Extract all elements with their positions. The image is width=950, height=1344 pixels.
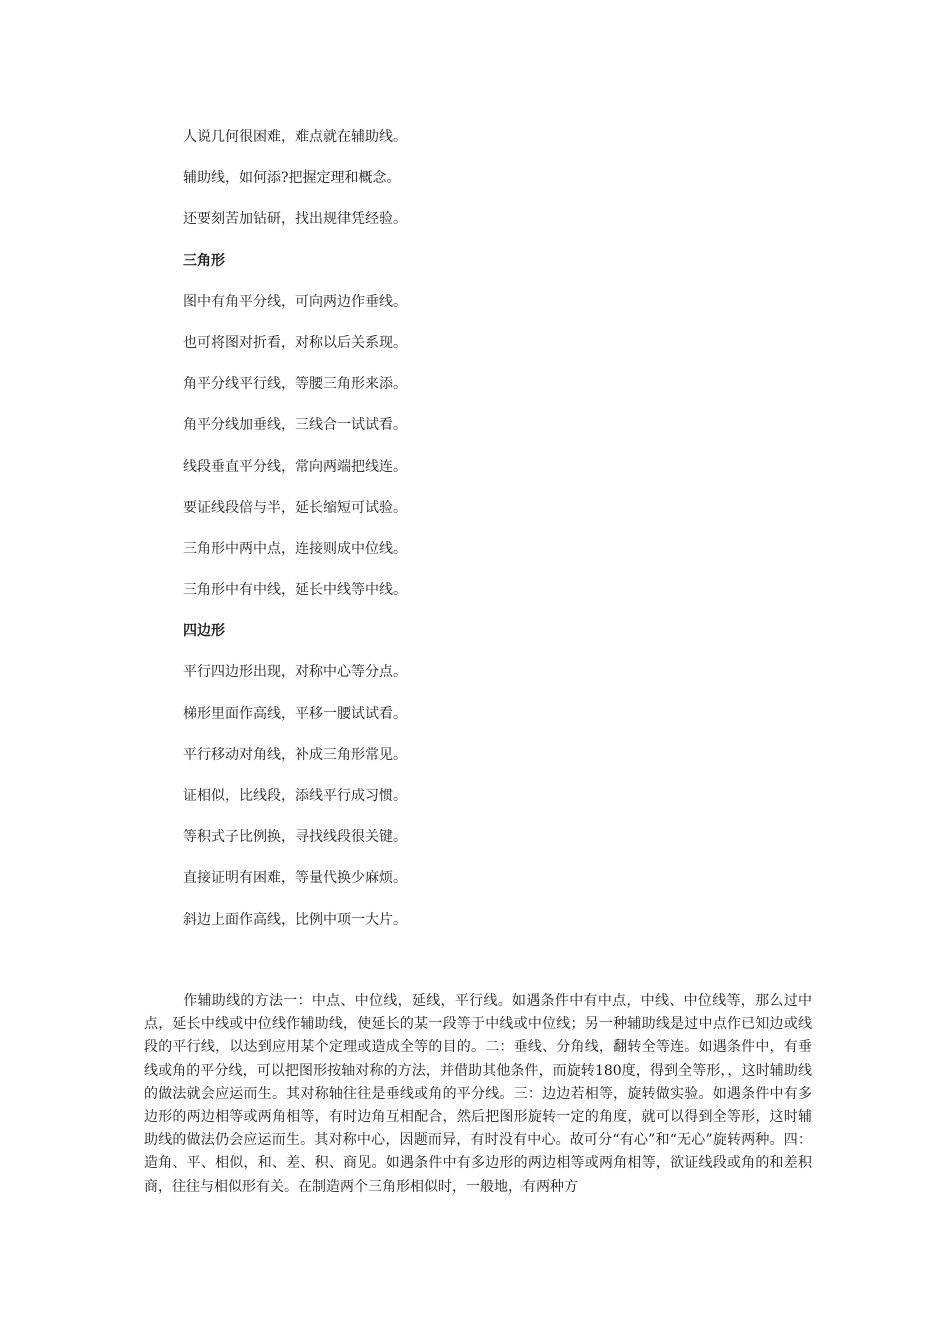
verse-line: 斜边上面作高线，比例中项一大片。 xyxy=(183,911,407,928)
verse-line: 梯形里面作高线，平移一腰试试看。 xyxy=(183,705,407,722)
body-paragraph: 作辅助线的方法一：中点、中位线，延线，平行线。如遇条件中有中点，中线、中位线等，那么过中点，延长中线或中位线作辅助线，使延长的某一段等于中线或中位线；另一种辅助线是过中点作已知边或线段的平行线，以达到应用某个定理或造成全等的目的。二：垂线、分角线，翻转全等连。如遇条件中，有垂线或角的平分线，可以把图形按轴对称的方法，并借助其他条件，而旋转180度，得到全等形，，这时辅助线的做法就会应运而生。其对称轴往往是垂线或角的平分线。三：边边若相等，旋转做实验。如遇条件中有多边形的两边相等或两角相等，有时边角互相配合，然后把图形旋转一定的角度，就可以得到全等形，这时辅助线的做法仍会应运而生。其对称中心，因题而异，有时没有中心。故可分“有心”和“无心”旋转两种。四：造角、平、相似，和、差、积、商见。如遇条件中有多边形的两边相等或两角相等，欲证线段或角的和差积商，往往与相似形有关。在制造两个三角形相似时，一般地，有两种方 xyxy=(144,993,812,1195)
section-heading: 四边形 xyxy=(183,623,225,640)
verse-line: 证相似，比线段，添线平行成习惯。 xyxy=(183,788,407,804)
verse-line: 也可将图对折看，对称以后关系现。 xyxy=(183,334,407,351)
verse-line: 直接证明有困难，等量代换少麻烦。 xyxy=(183,870,407,887)
verse-line: 平行移动对角线，补成三角形常见。 xyxy=(183,746,407,763)
verse-line: 线段垂直平分线，常向两端把线连。 xyxy=(183,458,407,475)
verse-line: 人说几何很困难，难点就在辅助线。 xyxy=(183,129,407,145)
verse-line: 平行四边形出现，对称中心等分点。 xyxy=(183,664,407,681)
verse-line: 角平分线平行线，等腰三角形来添。 xyxy=(183,376,407,393)
verse-line: 要证线段倍与半，延长缩短可试验。 xyxy=(183,499,407,516)
verse-line: 等积式子比例换，寻找线段很关键。 xyxy=(183,829,407,846)
verse-line: 角平分线加垂线，三线合一试试看。 xyxy=(183,417,407,434)
verse-line: 三角形中两中点，连接则成中位线。 xyxy=(183,540,407,557)
verse-block xyxy=(183,124,823,948)
verse-line: 还要刻苦加钻研，找出规律凭经验。 xyxy=(183,211,407,228)
verse-line: 图中有角平分线，可向两边作垂线。 xyxy=(183,293,407,310)
verse-line: 三角形中有中线，延长中线等中线。 xyxy=(183,582,407,599)
section-heading: 三角形 xyxy=(183,252,225,269)
verse-line: 辅助线，如何添?把握定理和概念。 xyxy=(183,170,401,187)
